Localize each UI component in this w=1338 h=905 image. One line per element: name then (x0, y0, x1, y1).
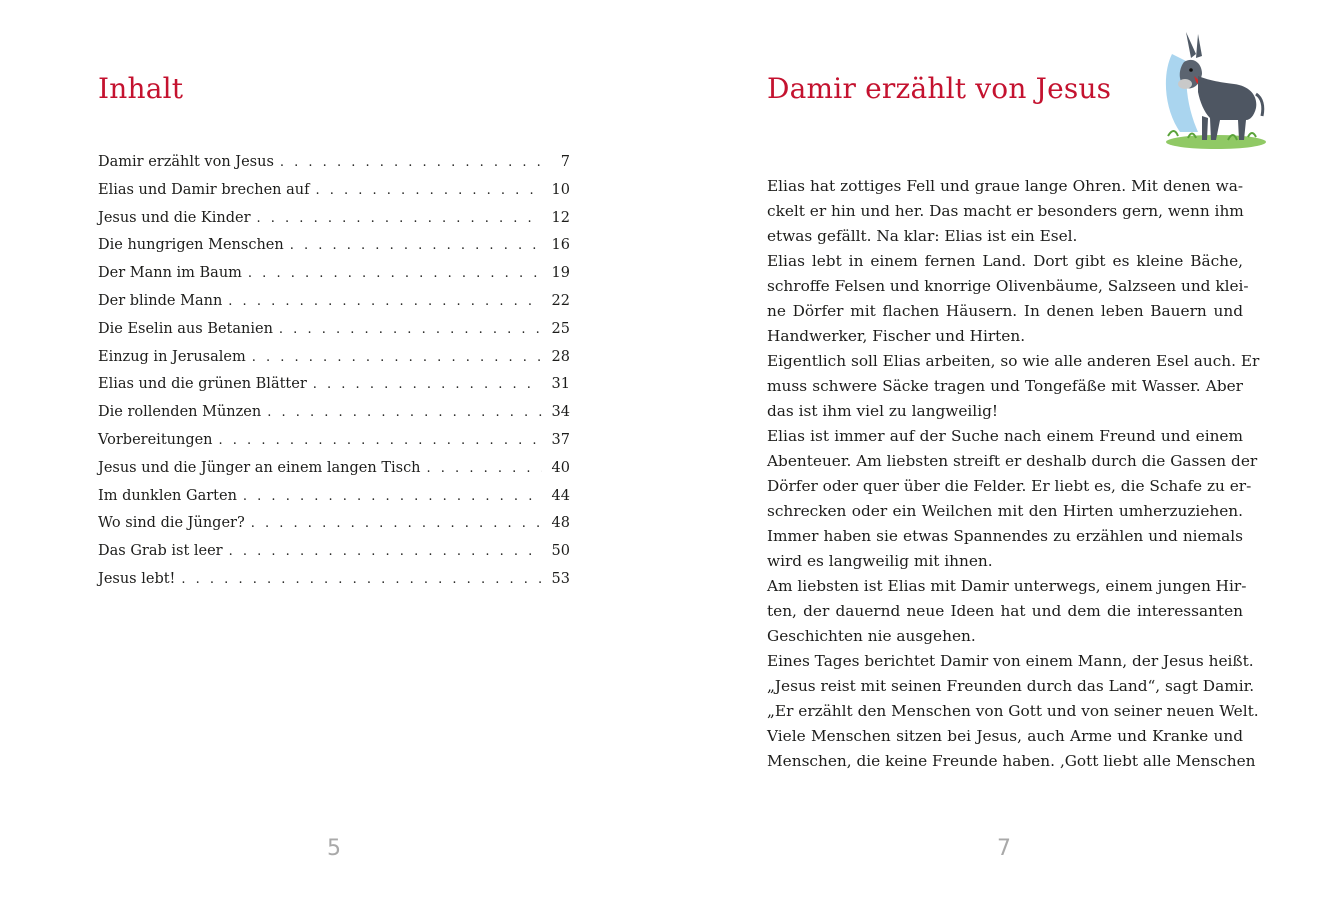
toc-leader (257, 205, 542, 233)
toc-leader (251, 510, 542, 538)
toc-entry-title: Jesus lebt! (98, 570, 176, 587)
toc-entry-title: Das Grab ist leer (98, 543, 223, 560)
toc-entry[interactable] (98, 483, 570, 511)
toc-entry[interactable] (98, 344, 570, 372)
text-line: das ist ihm viel zu langweilig! (767, 402, 999, 420)
toc-entry-title: Jesus und die Kinder (98, 209, 251, 226)
toc-entry[interactable] (98, 510, 570, 538)
toc-leader (181, 566, 542, 594)
toc-entry-page: 44 (551, 487, 570, 504)
text-line: ten, der dauernd neue Ideen hat und dem die interessanten (767, 602, 1243, 620)
text-line: schroffe Felsen und knorrige Olivenbäume, Salzseen und klei- (767, 277, 1249, 295)
toc-entry[interactable] (98, 177, 570, 205)
text-line: Dörfer oder quer über die Felder. Er liebt es, die Schafe zu er- (767, 477, 1252, 495)
toc-entry-title: Einzug in Jerusalem (98, 348, 246, 365)
toc-entry[interactable] (98, 538, 570, 566)
toc-entry-page: 19 (551, 265, 570, 282)
toc-leader (243, 483, 542, 511)
text-line: muss schwere Säcke tragen und Tongefäße mit Wasser. Aber (767, 377, 1243, 395)
toc-entry-title: Vorbereitungen (98, 431, 213, 448)
text-line: Abenteuer. Am liebsten streift er deshalb durch die Gassen der (767, 452, 1258, 470)
toc-entry-title: Elias und Damir brechen auf (98, 181, 310, 198)
toc-entry[interactable] (98, 566, 570, 594)
toc-entry-title: Die hungrigen Menschen (98, 237, 284, 254)
text-line: „Jesus reist mit seinen Freunden durch das Land“, sagt Damir. (767, 677, 1255, 695)
toc-entry-page: 25 (551, 320, 570, 337)
toc-entry[interactable] (98, 149, 570, 177)
toc-entry[interactable] (98, 205, 570, 233)
text-line: „Er erzählt den Menschen von Gott und von seiner neuen Welt. (767, 702, 1259, 720)
text-line: schrecken oder ein Weilchen mit den Hirten umherzuziehen. (767, 502, 1243, 520)
toc-entry[interactable] (98, 316, 570, 344)
toc-entry-title: Wo sind die Jünger? (98, 515, 245, 532)
text-line: Immer haben sie etwas Spannendes zu erzählen und niemals (767, 527, 1243, 545)
toc-entry-title: Die rollenden Münzen (98, 404, 262, 421)
toc-leader (228, 288, 542, 316)
toc-entry[interactable] (98, 455, 570, 483)
toc-leader (267, 399, 542, 427)
toc-leader (252, 344, 542, 372)
toc-entry-title: Die Eselin aus Betanien (98, 320, 273, 337)
toc-entry-page: 53 (551, 570, 570, 587)
toc-leader (427, 455, 542, 483)
text-line: Eines Tages berichtet Damir von einem Mann, der Jesus heißt. (767, 652, 1254, 670)
toc-leader (229, 538, 542, 566)
toc-entry-page: 31 (551, 376, 570, 393)
text-line: Elias ist immer auf der Suche nach einem Freund und einem (767, 427, 1243, 445)
toc-leader (279, 316, 542, 344)
toc-entry-page: 28 (551, 348, 570, 365)
toc-entry-title: Elias und die grünen Blätter (98, 376, 307, 393)
text-line: Geschichten nie ausgehen. (767, 627, 976, 645)
toc-entry-page: 40 (551, 459, 570, 476)
page-number: 7 (997, 836, 1011, 861)
toc-entry-title: Damir erzählt von Jesus (98, 154, 274, 170)
text-line: Eigentlich soll Elias arbeiten, so wie alle anderen Esel auch. Er (767, 352, 1260, 370)
text-line: ne Dörfer mit flachen Häusern. In denen leben Bauern und (767, 302, 1243, 320)
toc-entry-title: Der blinde Mann (98, 292, 223, 309)
toc-entry-page: 7 (560, 154, 570, 170)
toc-entry-title: Im dunklen Garten (98, 487, 237, 504)
toc-leader (248, 260, 542, 288)
toc-entry[interactable] (98, 427, 570, 455)
right-page (669, 0, 1338, 905)
toc-entry[interactable] (98, 371, 570, 399)
chapter-body (767, 174, 1260, 774)
text-line: Am liebsten ist Elias mit Damir unterwegs, einem jungen Hir- (767, 577, 1247, 595)
toc-entry-page: 16 (551, 237, 570, 254)
donkey-illustration (1158, 24, 1270, 154)
toc-leader (280, 149, 542, 177)
toc-entry[interactable] (98, 399, 570, 427)
toc-entry-title: Der Mann im Baum (98, 265, 242, 282)
text-line: Viele Menschen sitzen bei Jesus, auch Arme und Kranke und (767, 727, 1243, 745)
toc-entry[interactable] (98, 260, 570, 288)
text-line: ckelt er hin und her. Das macht er besonders gern, wenn ihm (767, 202, 1244, 220)
text-line: Elias lebt in einem fernen Land. Dort gibt es kleine Bäche, (767, 252, 1243, 270)
toc-entry-page: 48 (551, 515, 570, 532)
text-line: Elias hat zottiges Fell und graue lange Ohren. Mit denen wa- (767, 177, 1243, 195)
text-line: etwas gefällt. Na klar: Elias ist ein Esel. (767, 227, 1078, 245)
table-of-contents (98, 149, 570, 594)
text-line: wird es langweilig mit ihnen. (767, 552, 993, 570)
toc-entry-page: 34 (551, 404, 570, 421)
toc-entry-page: 37 (551, 431, 570, 448)
toc-leader (290, 232, 542, 260)
toc-entry[interactable] (98, 288, 570, 316)
toc-leader (219, 427, 542, 455)
toc-heading: Inhalt (98, 72, 184, 105)
page-number: 5 (327, 836, 341, 861)
toc-entry-page: 10 (551, 181, 570, 198)
toc-entry-page: 12 (551, 209, 570, 226)
toc-entry[interactable] (98, 232, 570, 260)
toc-entry-page: 22 (551, 292, 570, 309)
text-line: Handwerker, Fischer und Hirten. (767, 327, 1026, 345)
toc-leader (315, 177, 542, 205)
text-line: Menschen, die keine Freunde haben. ‚Gott liebt alle Menschen (767, 752, 1256, 770)
toc-entry-title: Jesus und die Jünger an einem langen Tisch (98, 459, 421, 476)
toc-entry-page: 50 (551, 543, 570, 560)
toc-leader (313, 371, 542, 399)
chapter-heading: Damir erzählt von Jesus (767, 72, 1112, 105)
